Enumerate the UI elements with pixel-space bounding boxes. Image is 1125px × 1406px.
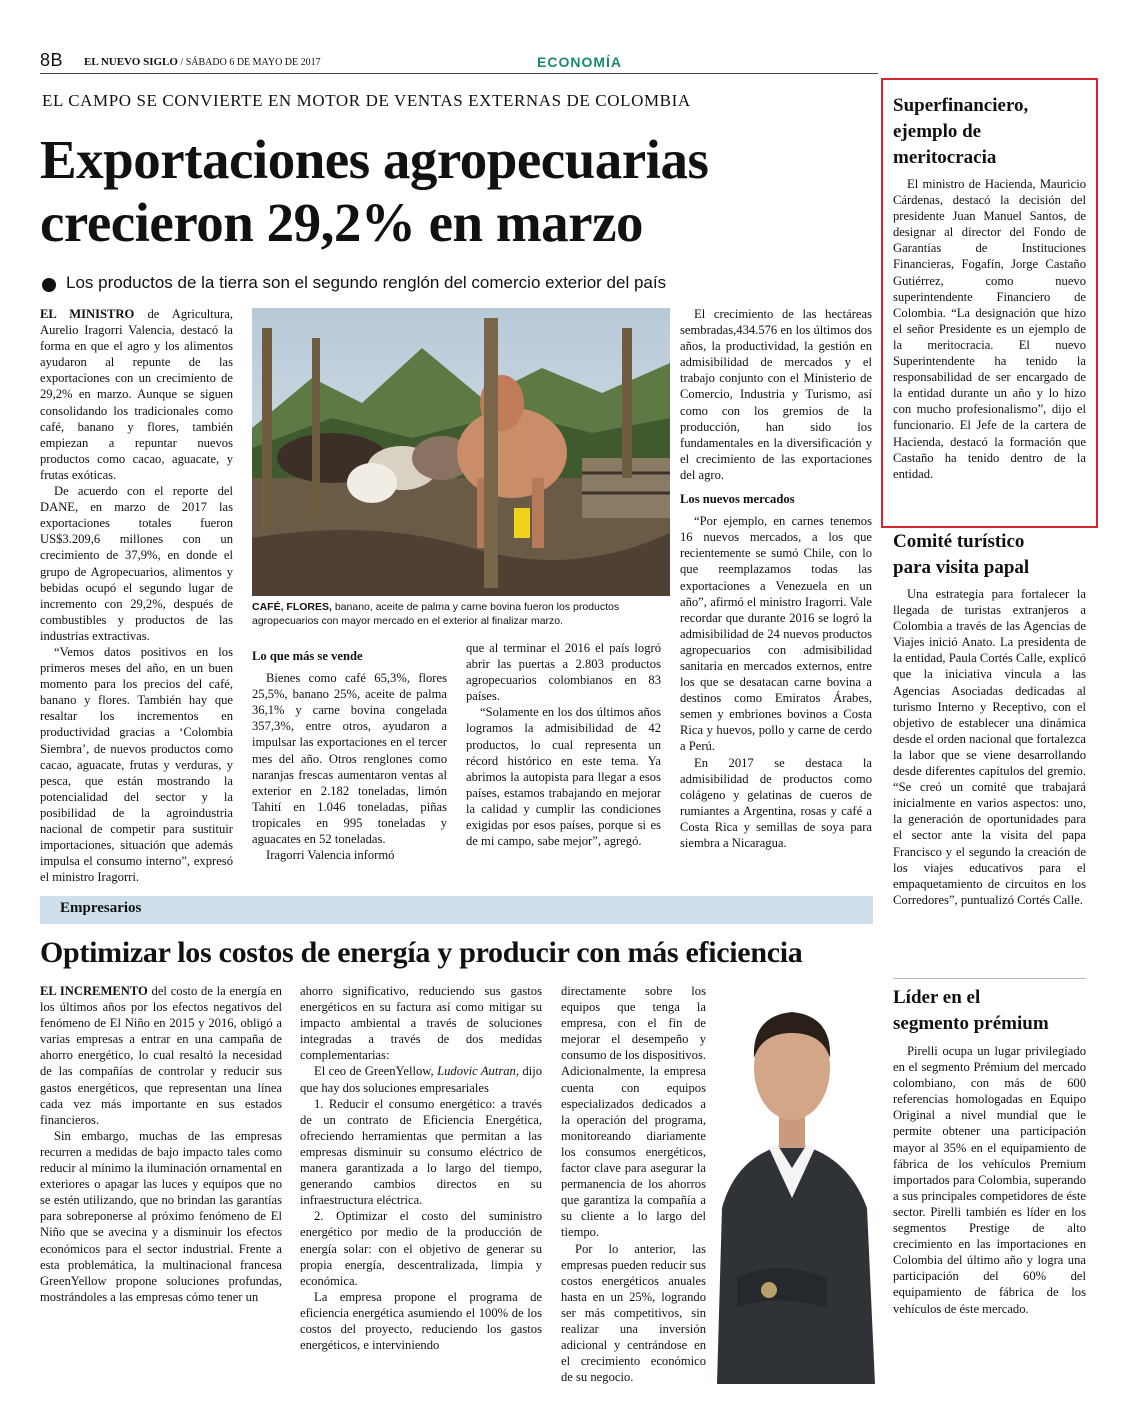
sidebar-headline-1: Superfinanciero, ejemplo de meritocracia: [893, 95, 1029, 168]
lead-in: EL MINISTRO: [40, 307, 135, 321]
subheading: Lo que más se vende: [252, 649, 363, 663]
cattle-photo-illustration: [252, 308, 670, 596]
paragraph: En 2017 se destaca la admisibilidad de productos como colágeno y gelatinas de cueros de rumiantes a Argentina, rosas y café a Costa Rica y semillas de soya para siembra a Nicaragua.: [680, 755, 872, 850]
cattle-photo: [252, 308, 670, 596]
paragraph: EL MINISTRO de Agricultura, Aurelio Iragorri Valencia, destacó la forma en que el agro y los alimentos ayudaron al repunte de las exportaciones con un crecimiento de 29,2% en marzo. Aunque se siguen consolidando los tradicionales como café, banano y flores, también empiezan a repuntar nuevos productos como cacao, aguacate, y frutas exóticas.: [40, 307, 233, 482]
paragraph: Por lo anterior, las empresas pueden reducir sus costos energéticos anuales hasta en un 25%, logrando ser más competitivos, sin realizar una inversión adicional y centrándose en el crecimiento económico de su negocio.: [561, 1241, 706, 1385]
paper-name: EL NUEVO SIGLO: [84, 56, 178, 68]
sidebar-body-2: [893, 586, 1086, 908]
paragraph: “Por ejemplo, en carnes tenemos 16 nuevos mercados, a los que recientemente se sumó Chile, con lo que reemplazamos todas las exportaciones a Venezuela en un año”, afirmó el ministro Iragorri. Vale recordar que durante 2016 se logró la admisibilidad de 24 nuevos productos agropecuarios con admisibilidad sanitaria en mercados externos, entre los que se desatacan carne bovina a destinos como Emiratos Árabes, semen y embriones bovinos a Costa Rica y huevos, pollo y carne de cerdo a Perú.: [680, 514, 872, 754]
paragraph: Iragorri Valencia informó: [266, 848, 395, 863]
lead-in: EL INCREMENTO: [40, 984, 148, 998]
paper-dateline: [84, 56, 321, 68]
article-kicker: EL CAMPO SE CONVIERTE EN MOTOR DE VENTAS EXTERNAS DE COLOMBIA: [42, 91, 691, 110]
ceo-name: Ludovic Autran: [437, 1064, 516, 1079]
paragraph: El ceo de GreenYellow, Ludovic Autran, dijo que hay dos soluciones empresariales: [300, 1064, 543, 1095]
paragraph: directamente sobre los equipos que tenga la empresa, con el fin de mejorar el desempeño y consumo de los dispositivos. Adicionalmente, la empresa cuenta con equipos especializados dedicados a la operación del programa, monitoreando diariamente los consumos energéticos, factor clave para asegurar la permanencia de los ahorros que garantiza la compañía a su cliente a lo largo del tiempo.: [561, 984, 706, 1240]
paragraph: que al terminar el 2016 el país logró abrir las puertas a 2.803 productos agropecuarios colombianos en 83 países.: [466, 641, 661, 704]
deck-bullet-icon: [42, 278, 56, 292]
section-band: [40, 896, 873, 924]
header-rule: [40, 73, 878, 74]
paragraph: Bienes como café 65,3%, flores 25,5%, banano 25%, aceite de palma 36,1% y carne bovina congelada 357,3%, entre otros, ayudaron a impulsar las exportaciones en el tercer mes del año. Otros renglones como naranjas frescas aumentaron ventas al exterior en 2.182 toneladas, limón Tahití en 1.046 toneladas, piñas tropicales en 995 toneladas y aguacates en 52 toneladas.: [252, 671, 447, 847]
paragraph: Sin embargo, muchas de las empresas recurren a medidas de bajo impacto tales como reducir al mínimo la iluminación ornamental en exteriores o apagar las luces y equipos que no se estén utilizando, que no brindan las garantías para sobreponerse al próximo fenómeno de El Niño que se avecina y a disminuir los efectos económicos para el sector industrial. Frente a esta problemática, la multinacional francesa GreenYellow propone soluciones profundas, mostrándoles a las empresas cómo tener un: [40, 1128, 282, 1304]
paragraph: “Vemos datos positivos en los primeros meses del año, en un buen momento para los precios del café, banano y flores. También hay que resaltar los incrementos en productividad gracias a ‘Colombia Siembra’, de nuevos productos como cacao, aguacate, frutas y verduras, y pesca, que están mostrando la potencialidad del sector y la posibilidad de la agroindustria nacional de competir para sustituir importaciones, situación que además impulsa el consumo interno”, expresó el ministro Iragorri.: [40, 644, 233, 885]
page-number: 8B: [40, 50, 64, 70]
article-column-1: [40, 306, 233, 885]
headline-line-1: Exportaciones agropecuarias: [40, 129, 709, 190]
paragraph: Una estrategia para fortalecer la llegada de turistas extranjeros a Colombia a través de las Agencias de Viajes inició Anato. La presidenta de la entidad, Paula Cortés Calle, explicó que la iniciativa vincula a las Agencias Asociadas dedicadas al turismo Interno y Receptivo, con el objetivo de establecer una dinámica desde el orden nacional que fortalezca la labor que se viene desarrollando desde diferentes capítulos del gremio. “Se creó un comité que trabajará inicialmente en varios aspectos: uno, la generación de oportunidades para el sector ante la visita del papa Francisco y el segundo la creación de los viajes educativos para el empaquetamiento de circuitos en los Corredores”, puntualizó Cortés Calle.: [893, 587, 1086, 907]
subheading: Los nuevos mercados: [680, 492, 795, 507]
section-band-label: Empresarios: [60, 900, 142, 916]
paragraph: Pirelli ocupa un lugar privilegiado en el segmento Prémium del mercado colombiano, con más de 600 referencias homologadas en Equipo Original a nivel mundial que le permite obtener una participación mayor al 35% en el equipamiento de fábrica de los vehículos Premium importados para Colombia, superando a sus principales competidores de éste sector. Pirelli también es líder en los segmentos Prestige de alto crecimiento en las importaciones en Colombia del último año y logra una participación del 60% del equipamiento de fábrica de los vehículos de éste mercado.: [893, 1044, 1086, 1316]
sidebar-headline-3: Líder en el segmento prémium: [893, 987, 1049, 1034]
paragraph: La empresa propone el programa de eficiencia energética asumiendo el 100% de los costos del proyecto, reduciendo los gastos energéticos, e interviniendo: [300, 1289, 542, 1353]
empresarios-column-3: [561, 983, 706, 1385]
paragraph: ahorro significativo, reduciendo sus gastos energéticos en su factura así como mitigar su impacto ambiental a través de soluciones integradas a través de dos medidas complementarias:: [300, 984, 542, 1063]
sidebar-body-1: [893, 176, 1086, 482]
empresarios-column-1: [40, 983, 282, 1305]
article-column-4: [680, 306, 872, 851]
sidebar-body-3: [893, 1043, 1086, 1317]
paragraph: EL INCREMENTO del costo de la energía en los últimos años por los efectos negativos del fenómeno de El Niño en 2015 y 2016, obligó a varias empresas a entrar en una campaña de ahorro energético, lo cual resaltó la necesidad de las compañías de controlar y reducir sus gastos energéticos, que representan una línea cada vez más importante en sus estados financieros.: [40, 984, 282, 1127]
sidebar-divider: [893, 978, 1086, 979]
photo-caption: CAFÉ, FLORES, banano, aceite de palma y carne bovina fueron los productos agropecuarios con mayor mercado en el exterior al finalizar marzo.: [252, 601, 620, 627]
caption-lead: CAFÉ, FLORES,: [252, 601, 332, 613]
paragraph: El crecimiento de las hectáreas sembradas,434.576 en los últimos dos años, la productividad, la gestión en admisibilidad de mercados y el trabajo conjunto con el Ministerio de Comercio, Industria y Turismo, así como con los gremios de la producción, han sido los fundamentales en la diversificación y el crecimiento de las exportaciones del agro.: [680, 307, 872, 482]
paragraph: De acuerdo con el reporte del DANE, en marzo de 2017 las exportaciones totales fueron US$3.209,6 millones con un crecimiento de 37,9%, en donde el grupo de Agropecuarios, alimentos y bebidas ocupó el segundo lugar de incremento con 29,2%, después de combustibles y productos de las industrias extractivas.: [40, 484, 233, 643]
headline-line-2: crecieron 29,2% en marzo: [40, 192, 643, 253]
article-column-2: [252, 640, 447, 863]
paragraph: 1. Reducir el consumo energético: a través de un contrato de Eficiencia Energética, ofreciendo herramientas que permitan a las empresas disminuir su consumo eléctrico de manera garantizada a lo largo del tiempo, generando cambios directos en su infraestructura eléctrica.: [300, 1096, 542, 1208]
empresarios-column-2: [300, 983, 542, 1353]
section-label: ECONOMÍA: [537, 54, 622, 70]
empresarios-headline: Optimizar los costos de energía y producir con más eficiencia: [40, 936, 803, 969]
sidebar-headline-2: Comité turístico para visita papal: [893, 531, 1030, 578]
portrait-illustration: [707, 978, 877, 1384]
issue-date: / SÁBADO 6 DE MAYO DE 2017: [180, 57, 321, 68]
paragraph: 2. Optimizar el costo del suministro energético por medio de la producción de energía solar: con el objetivo de generar su propia energía, descentralizada, limpia y económica.: [300, 1209, 542, 1288]
article-deck: Los productos de la tierra son el segundo renglón del comercio exterior del país: [66, 273, 667, 292]
paragraph: El ministro de Hacienda, Mauricio Cárdenas, destacó la decisión del presidente Juan Manuel Santos, de designar al director del Fondo de Garantías de Instituciones Financieras, Fogafín, Jorge Castaño Gutiérrez, como nuevo superintendente Financiero de Colombia. “La designación que hizo el señor Presidente es un ejemplo de la meritocracia. El nuevo Superintendente ha tenido la responsabilidad de ser encargado de la entidad durante un año y lo hizo con mucho profesionalismo”, dijo el funcionario. El Jefe de la cartera de Hacienda, destacó la formación que Castaño ha tenido dentro de la entidad.: [893, 177, 1086, 481]
paragraph: “Solamente en los dos últimos años logramos la admisibilidad de 42 productos, lo cual representa un récord histórico en este tema. Ya abrimos la autopista para llegar a esos países, estamos trabajando en mejorar la calidad y cumplir las condiciones exigidas por esos países, porque si es de mi campo, sabe mejor”, agregó.: [466, 705, 661, 849]
article-headline: [40, 128, 708, 254]
executive-portrait: [707, 978, 877, 1384]
article-column-3: [466, 640, 661, 849]
